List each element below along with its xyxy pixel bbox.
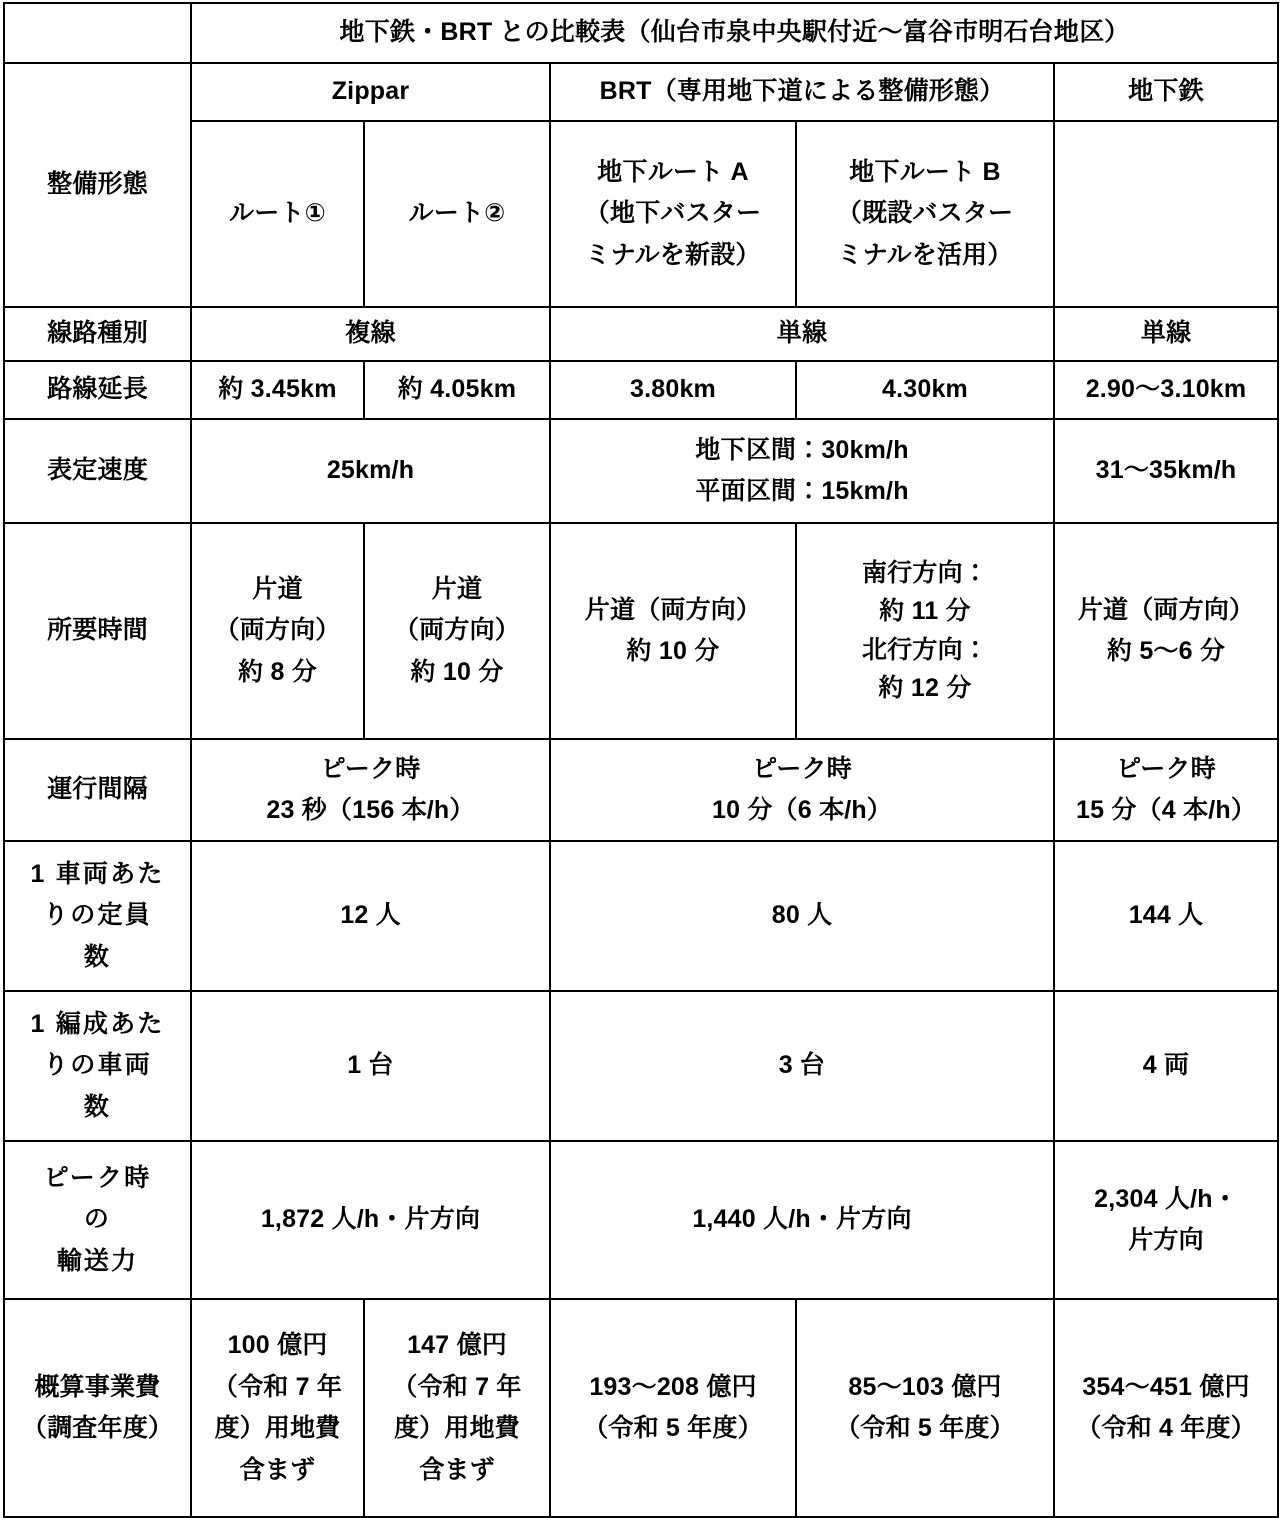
cell-peak-capacity-brt: 1,440 人/h・片方向 bbox=[550, 1141, 1054, 1299]
brt-a-line1: 地下ルート A bbox=[597, 157, 749, 186]
time-brt-b-line4: 約 12 分 bbox=[878, 674, 972, 702]
brt-a-line3: ミナルを新設） bbox=[585, 240, 761, 269]
cost-route2-line3: 度）用地費 bbox=[393, 1414, 520, 1442]
speed-brt-underground: 地下区間：30km/h bbox=[695, 435, 909, 464]
route2-label: ルート② bbox=[408, 199, 506, 228]
cell-length-route2: 約 4.05km bbox=[364, 361, 550, 419]
cost-route2-line2: （令和 7 年 bbox=[392, 1372, 522, 1401]
cost-brt-b-line2: （令和 5 年度） bbox=[835, 1414, 1015, 1442]
table-row-estimated-cost bbox=[4, 1299, 1278, 1517]
cell-capacity-brt: 80 人 bbox=[550, 841, 1054, 991]
peak-label-line1: ピーク時 bbox=[43, 1163, 152, 1192]
cell-peak-capacity-zippar: 1,872 人/h・片方向 bbox=[191, 1141, 550, 1299]
column-header-route1 bbox=[191, 121, 364, 307]
table-row-schedule-speed bbox=[4, 419, 1278, 523]
cell-cost-route1 bbox=[191, 1299, 364, 1517]
hensei-label-line1: 1 編成あた bbox=[30, 1009, 165, 1038]
brt-a-line2: （地下バスター bbox=[584, 199, 762, 228]
brt-b-line3: ミナルを活用） bbox=[837, 240, 1013, 269]
comparison-table-page bbox=[0, 2, 1280, 1484]
cell-track-type-brt: 単線 bbox=[550, 307, 1054, 361]
time-brt-a-line2: 約 10 分 bbox=[626, 637, 720, 665]
column-header-brt-route-b bbox=[796, 121, 1054, 307]
cost-brt-a-line2: （令和 5 年度） bbox=[583, 1414, 763, 1442]
gaisan-label-line1: 概算事業費 bbox=[34, 1372, 161, 1401]
cell-cost-brt-b bbox=[796, 1299, 1054, 1517]
cell-length-route1: 約 3.45km bbox=[191, 361, 364, 419]
cell-speed-brt bbox=[550, 419, 1054, 523]
cell-vehicles-brt: 3 台 bbox=[550, 991, 1054, 1141]
cost-route1-line1: 100 億円 bbox=[227, 1331, 328, 1359]
cost-route2-line4: 含まず bbox=[419, 1455, 495, 1484]
row-label-peak-yusoryoku bbox=[4, 1141, 191, 1299]
time-brt-b-line1: 南行方向： bbox=[861, 558, 988, 587]
row-label-teiin-su bbox=[4, 841, 191, 991]
title-row-spacer bbox=[4, 3, 191, 63]
brt-b-line1: 地下ルート B bbox=[849, 157, 1001, 186]
route1-label: ルート① bbox=[229, 199, 326, 228]
teiin-label-line1: 1 車両あた bbox=[30, 859, 165, 888]
table-row-headway bbox=[4, 739, 1278, 841]
teiin-label-line2: りの定員 bbox=[43, 901, 152, 930]
column-header-subway-sub-blank bbox=[1054, 121, 1278, 307]
row-label-rosen-encho: 路線延長 bbox=[4, 361, 191, 419]
table-title: 地下鉄・BRT との比較表（仙台市泉中央駅付近～富谷市明石台地区） bbox=[191, 3, 1278, 63]
cell-cost-subway bbox=[1054, 1299, 1278, 1517]
headway-subway-line2: 15 分（4 本/h） bbox=[1076, 796, 1257, 824]
comparison-table bbox=[3, 2, 1279, 1518]
cell-vehicles-subway: 4 両 bbox=[1054, 991, 1278, 1141]
table-row-vehicles-per-train bbox=[4, 991, 1278, 1141]
teiin-label-line3: 数 bbox=[83, 942, 112, 971]
cell-length-brt-b: 4.30km bbox=[796, 361, 1054, 419]
cell-headway-subway bbox=[1054, 739, 1278, 841]
table-row-travel-time bbox=[4, 523, 1278, 739]
column-header-subway: 地下鉄 bbox=[1054, 63, 1278, 121]
speed-brt-surface: 平面区間：15km/h bbox=[695, 477, 909, 505]
hensei-label-line3: 数 bbox=[83, 1092, 112, 1121]
column-header-brt: BRT（専用地下道による整備形態） bbox=[550, 63, 1054, 121]
cell-time-route1 bbox=[191, 523, 364, 739]
table-row-title bbox=[4, 3, 1278, 63]
table-row-capacity-per-vehicle bbox=[4, 841, 1278, 991]
row-label-shoyo-jikan: 所要時間 bbox=[4, 523, 191, 739]
cell-speed-zippar: 25km/h bbox=[191, 419, 550, 523]
time-route1-line3: 約 8 分 bbox=[238, 657, 317, 686]
cell-cost-route2 bbox=[364, 1299, 550, 1517]
time-route2-line1: 片道 bbox=[431, 574, 483, 603]
time-subway-line2: 約 5～6 分 bbox=[1106, 637, 1226, 665]
peak-label-line3: 輸送力 bbox=[56, 1246, 139, 1275]
cell-length-brt-a: 3.80km bbox=[550, 361, 796, 419]
peak-label-line2: の bbox=[83, 1205, 112, 1234]
time-route2-line2: （両方向） bbox=[393, 616, 520, 645]
cost-route1-line4: 含まず bbox=[239, 1455, 316, 1484]
headway-brt-line1: ピーク時 bbox=[752, 754, 852, 783]
cell-track-type-subway: 単線 bbox=[1054, 307, 1278, 361]
cell-time-route2 bbox=[364, 523, 550, 739]
cell-peak-capacity-subway bbox=[1054, 1141, 1278, 1299]
table-row-system-header bbox=[4, 63, 1278, 121]
table-row-route-header bbox=[4, 121, 1278, 307]
cell-vehicles-zippar: 1 台 bbox=[191, 991, 550, 1141]
row-label-hensei-sharyo-su bbox=[4, 991, 191, 1141]
column-header-brt-route-a bbox=[550, 121, 796, 307]
cost-subway-line1: 354～451 億円 bbox=[1082, 1372, 1250, 1401]
table-row-route-length bbox=[4, 361, 1278, 419]
row-label-seibi-keitai: 整備形態 bbox=[4, 63, 191, 307]
cell-capacity-subway: 144 人 bbox=[1054, 841, 1278, 991]
brt-b-line2: （既設バスター bbox=[836, 199, 1014, 228]
cost-brt-a-line1: 193～208 億円 bbox=[589, 1372, 757, 1401]
time-brt-a-line1: 片道（両方向） bbox=[584, 595, 762, 624]
cell-cost-brt-a bbox=[550, 1299, 796, 1517]
row-label-unko-kankaku: 運行間隔 bbox=[4, 739, 191, 841]
cell-length-subway: 2.90～3.10km bbox=[1054, 361, 1278, 419]
headway-subway-line1: ピーク時 bbox=[1116, 754, 1216, 783]
table-row-track-type bbox=[4, 307, 1278, 361]
hensei-label-line2: りの車両 bbox=[43, 1051, 152, 1080]
row-label-gaisan-jigyohi bbox=[4, 1299, 191, 1517]
table-row-peak-capacity bbox=[4, 1141, 1278, 1299]
headway-zippar-line1: ピーク時 bbox=[320, 754, 421, 783]
peak-subway-line1: 2,304 人/h・ bbox=[1094, 1184, 1238, 1213]
row-label-senro-shubetsu: 線路種別 bbox=[4, 307, 191, 361]
headway-zippar-line2: 23 秒（156 本/h） bbox=[266, 796, 475, 824]
cell-track-type-zippar: 複線 bbox=[191, 307, 550, 361]
gaisan-label-line2: （調査年度） bbox=[21, 1414, 174, 1442]
column-header-zippar: Zippar bbox=[191, 63, 550, 121]
headway-brt-line2: 10 分（6 本/h） bbox=[711, 796, 893, 824]
cell-capacity-zippar: 12 人 bbox=[191, 841, 550, 991]
cost-subway-line2: （令和 4 年度） bbox=[1076, 1414, 1256, 1442]
time-brt-b-line2: 約 11 分 bbox=[879, 597, 971, 625]
time-brt-b-line3: 北行方向： bbox=[861, 635, 988, 664]
cost-route1-line2: （令和 7 年 bbox=[212, 1372, 343, 1401]
time-route2-line3: 約 10 分 bbox=[410, 657, 504, 686]
time-subway-line1: 片道（両方向） bbox=[1077, 595, 1255, 624]
cell-time-brt-a bbox=[550, 523, 796, 739]
row-label-hyotei-sokudo: 表定速度 bbox=[4, 419, 191, 523]
peak-subway-line2: 片方向 bbox=[1128, 1226, 1204, 1254]
cost-route2-line1: 147 億円 bbox=[407, 1331, 507, 1359]
column-header-route2 bbox=[364, 121, 550, 307]
cell-speed-subway: 31～35km/h bbox=[1054, 419, 1278, 523]
cell-time-brt-b bbox=[796, 523, 1054, 739]
cell-headway-zippar bbox=[191, 739, 550, 841]
cell-headway-brt bbox=[550, 739, 1054, 841]
cost-brt-b-line1: 85～103 億円 bbox=[848, 1372, 1002, 1401]
cost-route1-line3: 度）用地費 bbox=[214, 1414, 341, 1442]
time-route1-line2: （両方向） bbox=[214, 616, 341, 645]
cell-time-subway bbox=[1054, 523, 1278, 739]
time-route1-line1: 片道 bbox=[252, 574, 303, 603]
